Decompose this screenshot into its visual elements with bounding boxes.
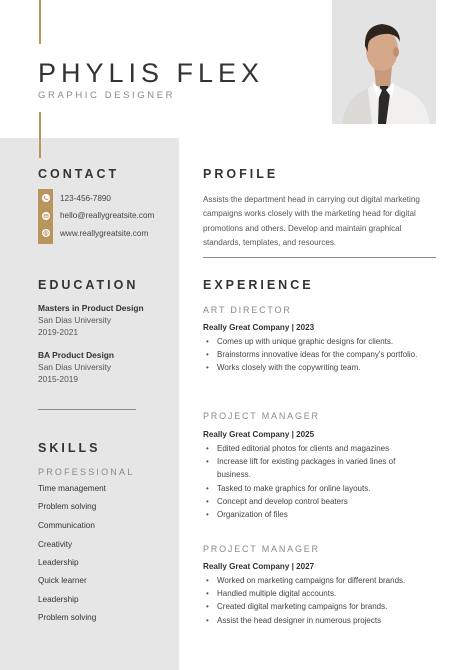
job-role: ART DIRECTOR bbox=[203, 305, 292, 315]
job-duties bbox=[203, 574, 429, 627]
job-duty-item: • Increase lift for existing packages in varied lines of business. bbox=[203, 455, 429, 481]
skill-item: Time management bbox=[38, 484, 106, 493]
job-duties bbox=[203, 335, 429, 375]
job-duty-item: • Edited editorial photos for clients and magazines bbox=[203, 442, 429, 455]
education-years: 2015-2019 bbox=[38, 374, 79, 384]
job-duty-item: • Organization of files bbox=[203, 508, 429, 521]
skill-item: Creativity bbox=[38, 540, 73, 549]
contact-website[interactable]: www.reallygreatsite.com bbox=[60, 229, 149, 238]
skill-item: Leadership bbox=[38, 595, 79, 604]
education-school: San Dias University bbox=[38, 362, 112, 372]
skill-item: Problem solving bbox=[38, 613, 97, 622]
job-duty-item: • Assist the head designer in numerous projects bbox=[203, 614, 429, 627]
profile-photo bbox=[332, 0, 436, 124]
education-degree: BA Product Design bbox=[38, 350, 115, 360]
skills-heading: SKILLS bbox=[38, 441, 101, 455]
profile-heading: PROFILE bbox=[203, 167, 279, 181]
skill-item: Communication bbox=[38, 521, 95, 530]
accent-line-top bbox=[39, 0, 41, 44]
email-icon bbox=[42, 212, 50, 220]
education-school: San Dias University bbox=[38, 315, 112, 325]
skills-subheading: PROFESSIONAL bbox=[38, 467, 135, 477]
job-company: Really Great Company | 2023 bbox=[203, 323, 315, 332]
job-duty-item: • Brainstorms innovative ideas for the company's portfolio. bbox=[203, 348, 429, 361]
job-duty-item: • Comes up with unique graphic designs for clients. bbox=[203, 335, 429, 348]
candidate-name: PHYLIS FLEX bbox=[38, 58, 265, 88]
contact-heading: CONTACT bbox=[38, 167, 120, 181]
education-heading: EDUCATION bbox=[38, 278, 139, 292]
accent-line-middle bbox=[39, 112, 41, 158]
contact-phone[interactable]: 123-456-7890 bbox=[60, 194, 111, 203]
skill-item: Leadership bbox=[38, 558, 79, 567]
contact-email[interactable]: hello@reallygreatsite.com bbox=[60, 211, 155, 220]
education-years: 2019-2021 bbox=[38, 327, 79, 337]
sidebar-divider bbox=[38, 409, 136, 410]
profile-summary: Assists the department head in carrying out digital marketing campaigns works closely with the marketing head for digital promotions and others. Develop and maintain graphical standards, templates, and resources. bbox=[203, 195, 420, 248]
job-role: PROJECT MANAGER bbox=[203, 411, 320, 421]
job-role: PROJECT MANAGER bbox=[203, 544, 320, 554]
job-duty-item: • Works closely with the copywriting team. bbox=[203, 361, 429, 374]
job-company: Really Great Company | 2025 bbox=[203, 430, 315, 439]
job-duties bbox=[203, 442, 429, 521]
education-degree: Masters in Product Design bbox=[38, 303, 144, 313]
job-duty-item: • Concept and develop control beaters bbox=[203, 495, 429, 508]
globe-icon bbox=[42, 229, 50, 237]
skill-item: Problem solving bbox=[38, 502, 97, 511]
job-duty-item: • Handled multiple digital accounts. bbox=[203, 587, 429, 600]
job-duty-item: • Created digital marketing campaigns for brands. bbox=[203, 600, 429, 613]
main-divider bbox=[203, 257, 436, 258]
phone-icon bbox=[42, 194, 50, 202]
candidate-title: GRAPHIC DESIGNER bbox=[38, 90, 176, 101]
job-duty-item: • Tasked to make graphics for online layouts. bbox=[203, 482, 429, 495]
job-company: Really Great Company | 2027 bbox=[203, 562, 315, 571]
skill-item: Quick learner bbox=[38, 576, 87, 585]
experience-heading: EXPERIENCE bbox=[203, 278, 314, 292]
job-duty-item: • Worked on marketing campaigns for different brands. bbox=[203, 574, 429, 587]
